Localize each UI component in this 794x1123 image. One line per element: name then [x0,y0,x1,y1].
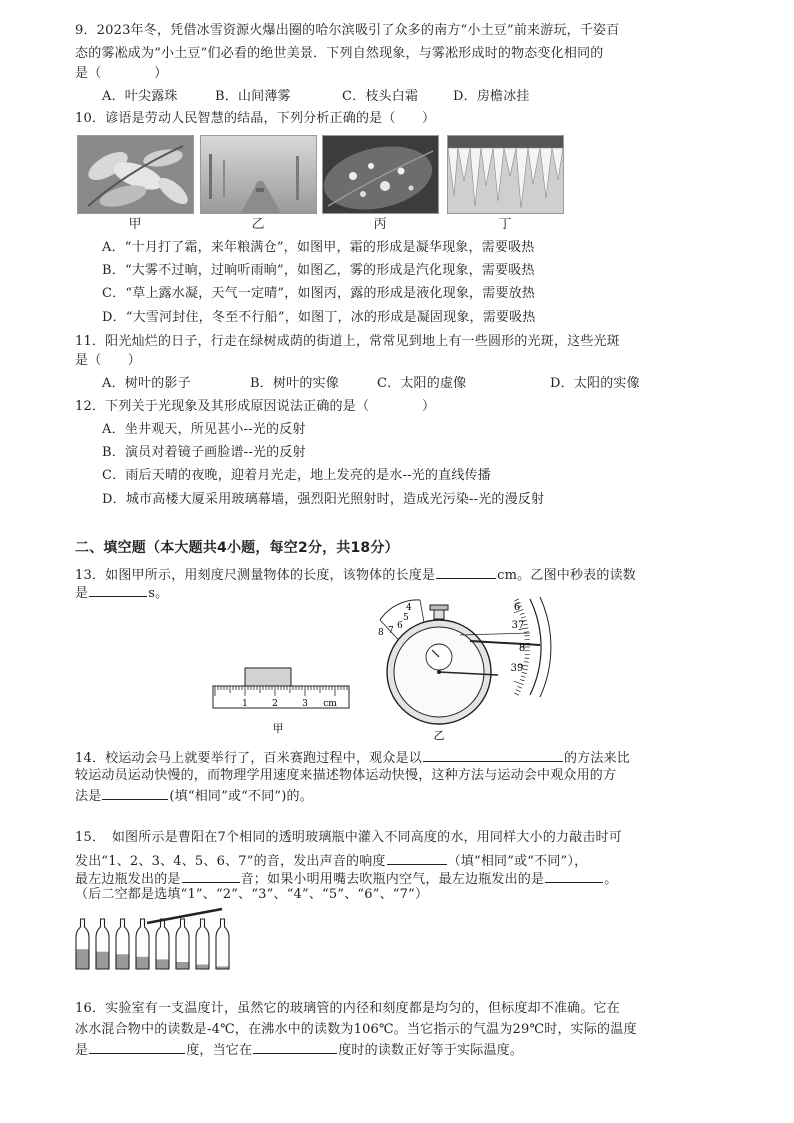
q11-option-b: B．树叶的实像 [250,376,339,391]
q16-line3 [75,1039,523,1060]
q11-option-c: C．太阳的虚像 [377,376,467,391]
scale-tick [524,662,529,663]
q11-option-d: D．太阳的实像 [550,376,640,391]
q11-line2: 是（ ） [75,353,142,368]
scale-tick [514,599,519,601]
q15-line1: 15． 如图所示是曹阳在7个相同的透明玻璃瓶中灌入不同高度的水，用同样大小的力敲击时可 [75,830,622,845]
q16-text-b: 度，当它在 [186,1043,253,1058]
glass-bottle [176,919,189,969]
q13-line2 [75,582,168,603]
q10-option-c: C．“草上露水凝，天气一定晴”，如图丙，露的形成是液化现象，需要放热 [102,286,536,301]
q15-text-c: 最左边瓶发出的是 [75,872,181,887]
scale-tick [516,690,521,692]
q12-option-a: A．坐井观天，所见甚小--光的反射 [102,422,306,437]
q14-text-a: 14．校运动会马上就要举行了，百米赛跑过程中，观众是以 [75,751,422,766]
ruler-tick-label: 2 [272,699,278,709]
ruler-unit: cm [323,699,337,709]
q13-text-c: 是 [75,586,89,601]
glass-bottle [156,919,169,969]
q16-blank-actual[interactable] [89,1039,185,1054]
scale-tick [517,686,522,688]
q11-line1: 11．阳光灿烂的日子，行走在绿树成荫的街道上，常常见到地上有一些圆形的光斑，这些光斑 [75,334,620,349]
scale-tick [520,679,525,681]
q14-line3 [75,785,313,806]
q13-text-b: cm。乙图中秒表的读数 [497,568,636,583]
fog-photo [200,135,317,214]
scale-tick [524,636,529,637]
q11-option-a: A．树叶的影子 [102,376,191,391]
q16-text-c: 度时的读数正好等于实际温度。 [338,1043,524,1058]
small-dial-number: 5 [403,613,409,623]
q9-line3: 是（ ） [75,66,168,81]
ruler-figure [212,660,352,738]
glass-bottle [76,919,89,969]
scale-tick [524,632,529,633]
q15-text-b: （填“相同”或“不同”）， [447,854,588,869]
glass-bottle [96,919,109,969]
q9-option-c: C．枝头白霜 [342,89,419,104]
glass-bottle [216,919,229,969]
small-dial-number: 6 [397,621,403,631]
section-title: 二、填空题（本大题共4小题，每空2分，共18分） [75,540,399,556]
glass-bottle [196,919,209,969]
stopwatch-figure [370,595,560,745]
scale-number: 37 [511,620,525,631]
q16-blank-equal[interactable] [253,1039,337,1054]
scale-tick [521,617,526,618]
figure-label-jia: 甲 [272,722,284,735]
scale-number: 8 [518,643,526,654]
q16-line2: 冰水混合物中的读数是-4℃，在沸水中的读数为106℃。当它指示的气温为29℃时，实际的温度 [75,1022,637,1037]
q12-stem: 12．下列关于光现象及其形成原因说法正确的是（ ） [75,399,436,414]
glass-bottle [116,919,129,969]
scale-tick [521,676,526,677]
scale-tick [514,681,523,684]
figure-label-yi: 乙 [433,729,445,742]
q15-line4: （后二空都是选填“1”、“2”、“3”、“4”、“5”、“6”、“7”） [75,887,429,902]
q13-text-a: 13．如图甲所示，用刻度尺测量物体的长度，该物体的长度是 [75,568,436,583]
q14-blank-same[interactable] [102,785,168,800]
q16-text-a: 是 [75,1043,89,1058]
small-dial-number: 8 [378,628,384,638]
q10-stem: 10．谚语是劳动人民智慧的结晶，下列分析正确的是（ ） [75,111,436,126]
small-dial-number: 7 [388,626,394,636]
q12-option-b: B．演员对着镜子画脸谱--光的反射 [102,445,306,460]
q10-option-a: A．“十月打了霜，来年粮满仓”，如图甲，霜的形成是凝华现象，需要吸热 [102,240,535,255]
q14-text-b: 的方法来比 [563,751,630,766]
q15-blank-loudness[interactable] [387,850,447,865]
q14-text-d: (填“相同”或“不同”)的。 [169,789,313,804]
q15-text-d: 音；如果小明用嘴去吹瓶内空气，最左边瓶发出的是 [240,872,545,887]
bottles-figure [72,905,242,975]
scale-tick [514,693,519,695]
photo-label-yi: 乙 [251,217,265,232]
q9-option-b: B．山间薄雾 [215,89,291,104]
q15-text-e: 。 [604,872,618,887]
ruler-tick-label: 3 [302,699,308,709]
q15-blank-blow[interactable] [545,868,603,883]
small-dial-number: 4 [406,603,412,613]
q13-blank-stopwatch[interactable] [89,582,147,597]
q9-option-a: A．叶尖露珠 [102,89,178,104]
photo-label-ding: 丁 [498,217,512,232]
scale-tick [523,669,528,670]
icicle-photo [447,135,564,214]
q12-option-d: D．城市高楼大厦采用玻璃幕墙，强烈阳光照射时，造成光污染--光的漫反射 [102,492,545,507]
q13-blank-length[interactable] [436,564,496,579]
photo-label-bing: 丙 [373,217,387,232]
photo-label-jia: 甲 [128,217,142,232]
scale-number: 6 [513,602,521,613]
dew-photo [322,135,439,214]
q14-text-c: 法是 [75,789,102,804]
frost-photo [77,135,194,214]
scale-number: 39 [510,663,524,674]
q15-blank-strike[interactable] [182,868,240,883]
q10-option-b: B．“大雾不过晌，过晌听雨晌”，如图乙，雾的形成是汽化现象，需要吸热 [102,263,535,278]
q12-option-c: C．雨后天晴的夜晚，迎着月光走，地上发亮的是水--光的直线传播 [102,468,491,483]
q10-option-d: D．“大雪河封住，冬至不行船”，如图丁，冰的形成是凝固现象，需要吸热 [102,310,536,325]
scale-tick [524,658,529,659]
q15-text-a: 发出“1、2、3、4、5、6、7”的音，发出声音的响度 [75,854,386,869]
q14-line1 [75,747,630,768]
glass-bottle [136,919,149,969]
q16-line1: 16．实验室有一支温度计，虽然它的玻璃管的内径和刻度都是均匀的，但标度却不准确。它在 [75,1001,620,1016]
q9-option-d: D．房檐冰挂 [453,89,530,104]
q14-blank-method[interactable] [423,747,563,762]
scale-tick [520,613,525,615]
q9-line1: 9．2023年冬，凭借冰雪资源火爆出圈的哈尔滨吸引了众多的南方“小土豆”前来游玩，千姿百 [75,23,620,38]
q9-line2: 态的雾凇成为“小土豆”们必看的绝世美景．下列自然现象，与雾凇形成时的物态变化相同的 [75,46,604,61]
ruler-tick-label: 1 [242,699,248,709]
q13-text-d: s。 [148,586,169,601]
q14-line2: 较运动员运动快慢的，而物理学用速度来描述物体运动快慢，这种方法与运动会中观众用的方 [75,768,617,783]
